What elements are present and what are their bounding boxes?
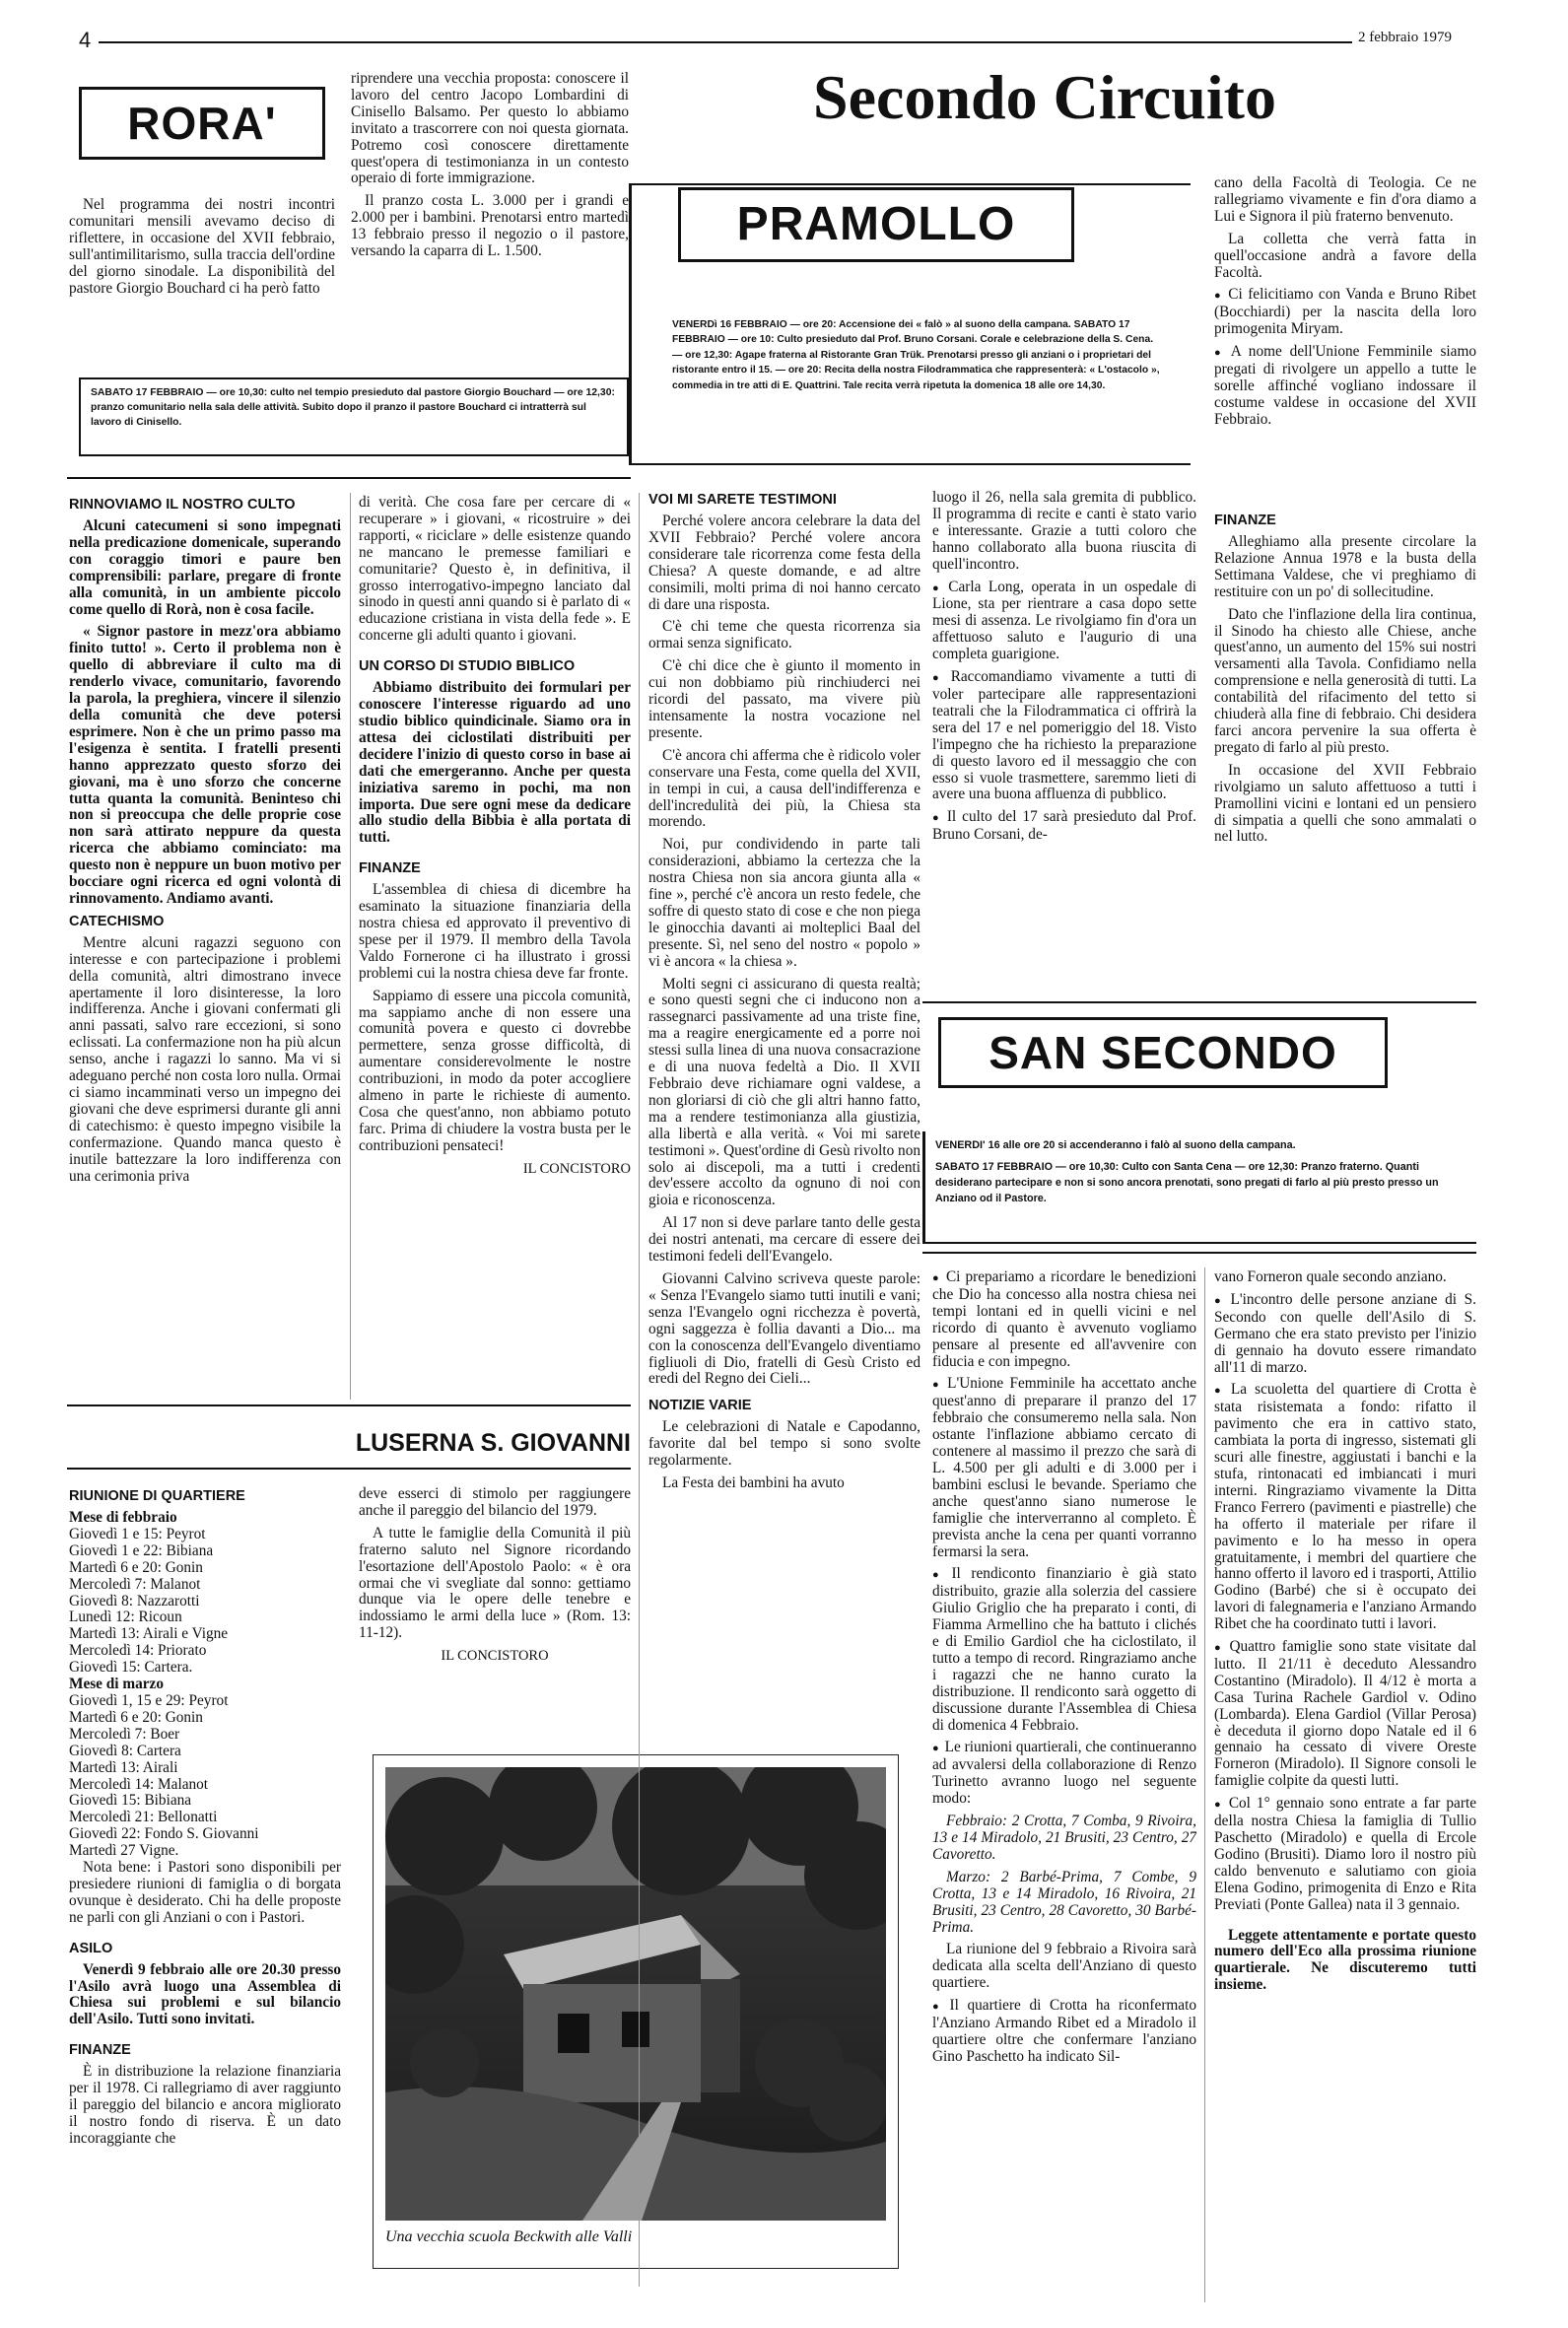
pramollo-col-3: FINANZE Alleghiamo alla presente circolare la Relazione Annua 1978 e la busta della Settimana Valdese, che vi preghiamo di restituire con un po' di sollecitudine. Dato che l'inflazione della lira continua, il Sinodo ha chiesto alle Chiese, anche quest'anno, un aumento del 15% sui nostri versamenti alla Tavola. Confidiamo nella comprensione e nella generosità di tutti. La contabilità del rifacimento del tetto si chiuderà alla fine di febbraio. Chi desidera farci ancora pervenire la sua offerta è pregato di farlo al più presto. In occasione del XVII Febbraio rivolgiamo un saluto affettuoso a tutti i Pramollini vicini e lontani ed un pensiero di simpatia a quelli che sono ammalati o nel lutto.	[1214, 513, 1476, 846]
luserna-rule	[67, 1468, 631, 1470]
luserna-feb-0: Giovedì 1 e 15: Peyrot	[69, 1525, 206, 1542]
san-secondo-col-2: vano Forneron quale secondo anziano. ● L'incontro delle persone anziane di S. Secondo con quelle dell'Asilo di S. Germano che era stato previsto per l'inizio di gennaio ha dovuto essere rimandato all'11 di marzo. ● La scuoletta del quartiere di Crotta è stata risistemata a fondo: rifatto il pavimento che era in cattivo stato, cambiata la porta di ingresso, sistemati gli scuri alle finestre, aggiustati i banchi e la stufa, rintonacati ed imbiancati i muri interni. Ringraziamo vivamente la Ditta Franco Ferrero (pavimenti e piastrelle) che ha offerto il materiale per rifare il pavimento e lo ha messo in opera gratuitamente, i membri del quartiere che hanno offerto il lavoro ed i trasporti, Attilio Godino (Barbé) che si è occupato dei lavori di falegnameria e l'anziano Armando Ribet che ha coordinato tutti i lavori. ● Quattro famiglie sono state visitate dal lutto. Il 21/11 è deceduto Alessandro Costantino (Miradolo). Il 4/12 è morta a Casa Turina Rachele Gardiol v. Odino (Lombarda). Elena Gardiol (Villar Perosa) è deceduta il giorno dopo Natale ed il 6 gennaio ha cessato di vivere Oreste Forneron (Miradolo). Il Signore consoli le famiglie colpite da questi lutti. ● Col 1° gennaio sono entrate a far parte della nostra Chiesa la famiglia di Tullio Paschetto (Miradolo) e quella di Ercole Godino (Brusiti). Diamo loro il nostro più caldo benvenuto e salutiamo con gioia Elena Godino, primogenita di Enzo e Rita Previati (Ponte Gallea) nata il 3 gennaio. Leggete attentamente e portate questo numero dell'Eco alla prossima riunione quartierale. Ne discuteremo tutti insieme.	[1214, 1269, 1476, 2310]
luserna-feb-3: Mercoledì 7: Malanot	[69, 1575, 201, 1593]
san-secondo-closing: Leggete attentamente e portate questo numero dell'Eco alla prossima riunione quartierale. Ne discuteremo tutti insieme.	[1214, 1926, 1476, 1994]
san-secondo-title: SAN SECONDO	[938, 1017, 1388, 1088]
pramollo-right-top: cano della Facoltà di Teologia. Ce ne rallegriamo vivamente e fin d'ora diamo a Lui e Signora il più fraterno benvenuto. La colletta che verrà fatta in quell'occasione andrà a favore della Facoltà. ● Ci felicitiamo con Vanda e Bruno Ribet (Bocchiardi) per la nascita della loro primogenita Miryam. ● A nome dell'Unione Femminile siamo pregati di rivolgere un appello a tutte le sorelle affinché vogliano indossare il costume valdese in occasione del XVII Febbraio.	[1214, 175, 1476, 479]
pramollo-rule-top	[629, 183, 1191, 185]
page-number: 4	[79, 28, 92, 52]
photo-frame	[373, 1754, 899, 2269]
luserna-feb-7: Mercoledì 14: Priorato	[69, 1642, 207, 1660]
luserna-rule-top	[67, 1404, 631, 1406]
rora-col-1: RINNOVIAMO IL NOSTRO CULTO Alcuni catecumeni si sono impegnati nella predicazione domenicale, superando con coraggio timori e paure ben comprensibili: parlare, pregare di fronte alla comunità, in un ambiente piccolo come quello di Rorà, non è cosa facile. « Signor pastore in mezz'ora abbiamo finito tutto! ». Certo il problema non è quello di abbreviare il culto ma di renderlo vivace, comunitario, favorendo la parola, la preghiera, vincere il silenzio della comunità che deve potersi esprimere. Non è che un primo passo ma l'esigenza è sentita. I fratelli presenti hanno apprezzato questo sforzo dei giovani, ma è uno sforzo che concerne tutta quanta la comunità. Beninteso chi non si preoccupa che delle proprie cose non sarà attirato neppure da questa ricerca che abbiamo cominciato: ma questo non è neppure un buon motivo per bocciare ogni ricerca ed ogni volontà di rinnovamento. Andiamo avanti. CATECHISMO Mentre alcuni ragazzi seguono con interesse e con partecipazione i problemi della comunità, altri dimostrano invece apertamente il loro disinteresse, la loro indifferenza. Anche i giovani confermati gli anni passati, salvo rare eccezioni, si sono eclissati. La confermazione non ha più alcun senso, anche i ragazzi lo sanno. Ma vi si adeguano perché non costa loro nulla. Ormai ci siamo incamminati verso un impegno dei giovani che deve esprimersi durante gli anni di catechismo: è questo impegno visibile la confermazione. Quando manca questo è inutile battezzare la loro indifferenza con una cerimonia priva	[69, 497, 341, 1185]
col-rule-2	[639, 493, 640, 2287]
photo-caption: Una vecchia scuola Beckwith alle Valli	[385, 2228, 633, 2245]
luserna-feb-8: Giovedì 15: Cartera.	[69, 1659, 193, 1677]
luserna-mar-1: Martedì 6 e 20: Gonin	[69, 1708, 203, 1726]
luserna-feb-5: Lunedì 12: Ricoun	[69, 1609, 182, 1626]
pramollo-rule-left	[629, 185, 632, 465]
luserna-col-1: RIUNIONE DI QUARTIERE Mese di febbraio Giovedì 1 e 15: Peyrot Giovedì 1 e 22: Bibiana Martedì 6 e 20: Gonin Mercoledì 7: Malanot Giovedì 8: Nazzarotti Lunedì 12: Ricoun Martedì 13: Airali e Vigne Mercoledì 14: Priorato Giovedì 15: Cartera. Mese di marzo Giovedì 1, 15 e 29: Peyrot Martedì 6 e 20: Gonin Mercoledì 7: Boer Giovedì 8: Cartera Martedì 13: Airali Mercoledì 14: Malanot Giovedì 15: Bibiana Mercoledì 21: Bellonatti Giovedì 22: Fondo S. Giovanni Martedì 27 Vigne. Nota bene: i Pastori sono disponibili per presiedere riunioni di famiglia o di borgata ovunque è desiderato. Chi ha delle proposte ne parli con gli Anziani o con i Pastori. ASILO Venerdì 9 febbraio alle ore 20.30 presso l'Asilo avrà luogo una Assemblea di Chiesa sui problemi e sul bilancio dell'Asilo. Tutti sono invitati. FINANZE È in distribuzione la relazione finanziaria per il 1978. Ci rallegriamo di aver raggiunto il pareggio del bilancio e ancora migliorato il nostro fondo di riserva. È un dato incoraggiante che	[69, 1488, 341, 2147]
pramollo-col-1: VOI MI SARETE TESTIMONI Perché volere ancora celebrare la data del XVII Febbraio? Perché volere ancora considerare tale ricorrenza come festa della Chiesa? A queste domande, e ad altre consimili, molti prima di noi hanno cercato di dare una risposta. C'è chi teme che questa ricorrenza sia ormai senza significato. C'è chi dice che è giunto il momento in cui non dobbiamo più rinchiuderci nei ricordi del passato, ma vivere più intensamente la nostra vocazione nel presente. C'è ancora chi afferma che è ridicolo voler conservare una Festa, come quella del XVII, in tempi in cui, a causa dell'indifferenza e dell'incredulità dei più, la Chiesa sta morendo. Noi, pur condividendo in parte tali considerazioni, abbiamo la certezza che la nostra Chiesa non sia ancora giunta alla « fine », perché c'è ancora un resto fedele, che soffre di questo stato di cose e che non piega le ginocchia davanti ai molteplici Baal del presente. Sì, nel seno del nostro « popolo » vi è ancora « la chiesa ». Molti segni ci assicurano di questa realtà; e sono questi segni che ci inducono non a rassegnarci passivamente ad una triste fine, ma a reagire energicamente ed a porre noi stessi sulla linea di una nuova consacrazione e di una nuova fedeltà a Dio. Il XVII Febbraio deve richiamare ogni valdese, a non gloriarsi di ciò che gli altri hanno fatto, ma a rendere testimonianza alla giustizia, alla libertà e alla verità. « Voi mi sarete testimoni ». Quest'ordine di Gesù rivolto non solo ai discepoli, ma a tutti i credenti dev'essere accolto da ognuno di noi con gioia e riconoscenza. Al 17 non si deve parlare tanto delle gesta dei nostri antenati, ma cercare di essere dei testimoni fedeli dell'Evangelo. Giovanni Calvino scriveva queste parole: « Senza l'Evangelo siamo tutti inutili e vani; senza l'Evangelo ogni ricchezza è povertà, ogni saggezza è follia davanti a Dio... ma con la conoscenza dell'Evangelo diventiamo figliuoli di Dio, fratelli di Gesù Cristo ed eredi del Regno dei Cieli... NOTIZIE VARIE Le celebrazioni di Natale e Capodanno, favorite dal bel tempo si sono svolte regolarmente. La Festa dei bambini ha avuto	[648, 492, 920, 1492]
luserna-feb-1: Giovedì 1 e 22: Bibiana	[69, 1541, 214, 1559]
circuit-title: Secondo Circuito	[813, 62, 1276, 132]
luserna-mar-3: Giovedì 8: Cartera	[69, 1742, 181, 1759]
luserna-mar-4: Martedì 13: Airali	[69, 1758, 178, 1776]
col-rule-3	[1204, 1267, 1205, 2302]
pramollo-col-2: luogo il 26, nella sala gremita di pubblico. Il programma di recite e canti è stato vario e interessante. Grazie a tutti coloro che hanno collaborato alla buona riuscita di quell'incontro. ● Carla Long, operata in un ospedale di Lione, sta per rientrare a casa dopo sette mesi di assenza. Le rivolgiamo fin d'ora un affettuoso saluto e l'augurio di una completa guarigione. ● Raccomandiamo vivamente a tutti di voler partecipare alle rappresentazioni teatrali che la Filodrammatica ci offrirà la sera del 17 e nel pomeriggio del 18. Visto l'impegno che ha richiesto la preparazione di questo lavoro ed il messaggio che con esso si vuole trasmettere, saremmo lieti di avere una buona affluenza di pubblico. ● Il culto del 17 sarà presieduto dal Prof. Bruno Corsani, de-	[932, 490, 1196, 983]
rora-title: RORA'	[79, 87, 325, 160]
luserna-title: LUSERNA S. GIOVANNI	[355, 1429, 631, 1457]
san-secondo-notice-2: SABATO 17 FEBBRAIO — ore 10,30: Culto con Santa Cena — ore 12,30: Pranzo fraterno. Quanti desiderano partecipare e non si sono ancora prenotati, sono pregati di farlo al più presto presso un Anziano od il Pastore.	[935, 1161, 1439, 1204]
luserna-mar-5: Mercoledì 14: Malanot	[69, 1775, 209, 1793]
luserna-mar-8: Giovedì 22: Fondo S. Giovanni	[69, 1825, 259, 1843]
old-school-photo	[385, 1767, 886, 2221]
luserna-mar-title: Mese di marzo	[69, 1676, 164, 1693]
luserna-mar-0: Giovedì 1, 15 e 29: Peyrot	[69, 1691, 229, 1709]
san-secondo-col-1: ● Ci prepariamo a ricordare le benedizioni che Dio ha concesso alla nostra chiesa nei tempi lontani ed in quelli vicini e nel ricordo di quanto è avvenuto vogliamo pensare al presente ed all'avvenire con fiducia e con impegno. ● L'Unione Femminile ha accettato anche quest'anno di preparare il pranzo del 17 febbraio che consumeremo nella sala. Non ostante l'inflazione abbiamo cercato di contenere al massimo il prezzo che sarà di L. 4.500 per gli adulti e di 3.000 per i bambini esclusi le bevande. Speriamo che anche quest'anno siano numerose le famiglie che interverranno al completo. È prevista anche la cena per quanti vorranno fermarsi la sera. ● Il rendiconto finanziario è già stato distribuito, grazie alla solerzia del cassiere Giulio Griglio che ha preparato i conti, di Fiamma Armellino che ha battuto i clichés e di Emilio Gardiol che ha ciclostilato, il tutto a tempo di record. Ringraziamo anche i ragazzi che ne hanno curato la distribuzione. Il rendiconto sarà oggetto di discussione durante l'Assemblea di Chiesa di domenica 4 Febbraio. ● Le riunioni quartierali, che continueranno ad avvalersi della collaborazione di Renzo Turinetto avranno luogo nel seguente modo: Febbraio: 2 Crotta, 7 Comba, 9 Rivoira, 13 e 14 Miradolo, 21 Brusiti, 23 Centro, 27 Cavoretto. Marzo: 2 Barbé-Prima, 7 Combe, 9 Crotta, 13 e 14 Miradolo, 16 Rivoira, 21 Brusiti, 23 Centro, 28 Cavoretto, 30 Barbé-Prima. La riunione del 9 febbraio a Rivoira sarà dedicata alla scelta dell'Anziano di questo quartiere. ● Il quartiere di Crotta ha riconfermato l'Anziano Armando Ribet ed a Miradolo il quartiere oltre che confermare l'anziano Gino Paschetto ha indicato Sil-	[932, 1269, 1196, 2310]
luserna-feb-6: Martedì 13: Airali e Vigne	[69, 1625, 229, 1643]
rora-col-2: di verità. Che cosa fare per cercare di « recuperare » i giovani, « ricostruire » dei rapporti, « riciclare » delle esistenze quando ne mancano le premesse familiari e comunitarie? Questo è, in definitiva, il grosso interrogativo-impegno lanciato dal sinodo in questi anni quando si è parlato di « educazione cristiana in vista della fede ». E concerne gli adulti quanto i giovani. UN CORSO DI STUDIO BIBLICO Abbiamo distribuito dei formulari per conoscere l'interesse riguardo ad uno studio biblico quindicinale. Siamo ora in attesa dei ciclostilati distribuiti per decidere l'inizio di questo corso in base ai dati che emergeranno. Anche per questa iniziativa saremo in pochi, ma non importa. Due sere ogni mese da dedicare allo studio della Bibbia è alla portata di tutti. FINANZE L'assemblea di chiesa di dicembre ha esaminato la situazione finanziaria della nostra chiesa ed approvato il preventivo di spese per il 1979. Il membro della Tavola Valdo Fornerone ci ha illustrato i grossi problemi cui la nostra chiesa deve far fronte. Sappiamo di essere una piccola comunità, ma sappiamo anche di non essere una comunità povera e questo ci dovrebbe permettere, senza grosse difficoltà, di aumentare considerevolmente le nostre contribuzioni, in modo da poter accogliere almeno in parte le richieste di aumento. Cosa che quest'anno, non abbiamo potuto farc. Prima di chiudere la vostra busta per le contribuzioni pensateci! IL CONCISTORO	[359, 495, 631, 1177]
luserna-mar-6: Giovedì 15: Bibiana	[69, 1792, 192, 1810]
pramollo-rule-bottom	[629, 463, 1191, 465]
page-date: 2 febbraio 1979	[1352, 30, 1452, 46]
luserna-mar-9: Martedì 27 Vigne.	[69, 1842, 179, 1860]
luserna-mar-7: Mercoledì 21: Bellonatti	[69, 1809, 218, 1826]
col-rule-1	[350, 493, 351, 1400]
luserna-feb-2: Martedì 6 e 20: Gonin	[69, 1558, 203, 1576]
luserna-mar-2: Mercoledì 7: Boer	[69, 1725, 180, 1743]
rora-intro-right: riprendere una vecchia proposta: conoscere il lavoro del centro Jacopo Lombardini di Cinisello Balsamo. Per questo lo abbiamo invitato a trascorrere con noi questa giornata. Potremo così conoscere direttamente quest'opera di testimonianza in un contesto operaio di forte immigrazione. Il pranzo costa L. 3.000 per i grandi e 2.000 per i bambini. Prenotarsi entro martedì 13 febbraio presso il negozio o il pastore, versando la caparra di L. 1.500.	[351, 71, 629, 260]
san-secondo-notice	[922, 1131, 1476, 1244]
rora-intro-left: Nel programma dei nostri incontri comunitari mensili avevamo deciso di riflettere, in occasione del XVII febbraio, sull'antimilitarismo, sulla traccia dell'ordine del giorno sinodale. La disponibilità del pastore Giorgio Bouchard ci ha però fatto	[69, 197, 335, 297]
san-secondo-notice-1: VENERDI' 16 alle ore 20 si accenderanno i falò al suono della campana.	[935, 1139, 1296, 1151]
san-secondo-rule-bottom	[922, 1252, 1476, 1254]
pramollo-notice: VENERDì 16 FEBBRAIO — ore 20: Accensione dei « falò » al suono della campana. SABATO 17 FEBBRAIO — ore 10: Culto presieduto dal Prof. Bruno Corsani. Corale e celebrazione della S. Cena. — ore 12,30: Agape fraterna al Ristorante Gran Trük. Prenotarsi presso gli anziani o i proprietari del ristorante entro il 15. — ore 20: Recita della nostra Filodrammatica che rappresenterà: « L'ostacolo », commedia in tre atti di E. Quattrini. Tale recita verrà ripetuta la domenica 18 alle ore 14,30.	[672, 319, 1160, 391]
top-section-rule	[67, 477, 631, 479]
luserna-signature: IL CONCISTORO	[441, 1648, 549, 1665]
luserna-feb-title: Mese di febbraio	[69, 1509, 177, 1526]
luserna-feb-4: Giovedì 8: Nazzarotti	[69, 1592, 200, 1609]
header-rule	[99, 41, 1444, 43]
rora-signature: IL CONCISTORO	[522, 1160, 631, 1177]
rora-notice: SABATO 17 FEBBRAIO — ore 10,30: culto nel tempio presieduto dal pastore Giorgio Bouchard — ore 12,30: pranzo comunitario nella sala delle attività. Subito dopo il pranzo il pastore Bouchard ci intratterrà sul lavoro di Cinisello.	[79, 377, 629, 456]
san-secondo-rule-top	[922, 1001, 1476, 1003]
luserna-col-2: deve esserci di stimolo per raggiungere anche il pareggio del bilancio del 1979. A tutte le famiglie della Comunità il più fraterno saluto nel Signore ricordando l'esortazione dell'Apostolo Paolo: « è ora ormai che vi svegliate dal sonno: gettiamo dunque via le opere delle tenebre e indossiamo le armi della luce » (Rom. 13: 11-12). IL CONCISTORO	[359, 1486, 631, 1665]
pramollo-title: PRAMOLLO	[678, 187, 1074, 262]
